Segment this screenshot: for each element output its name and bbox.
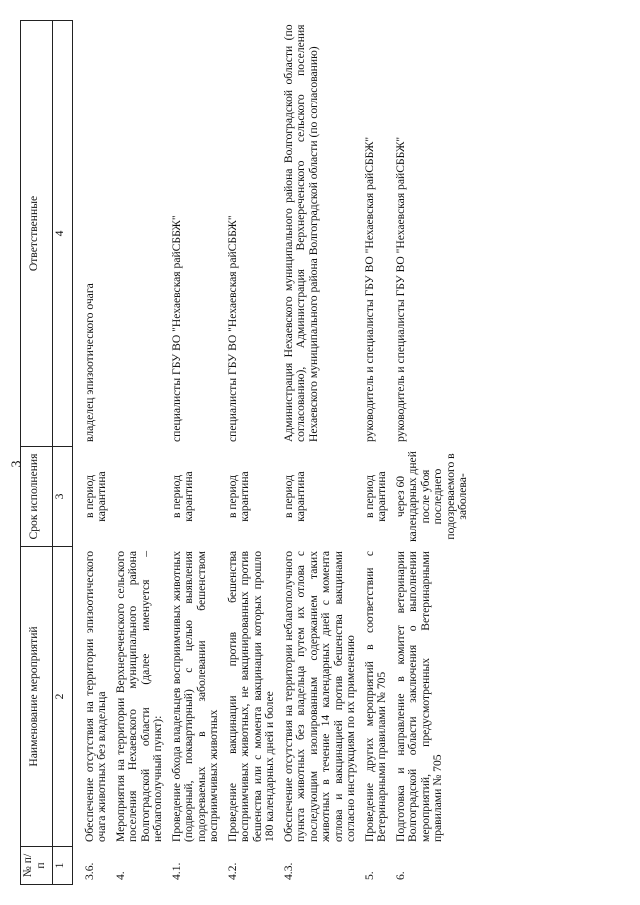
col-number: 3 [53, 447, 73, 547]
table-row [114, 21, 170, 885]
row-num: 3.6. [82, 862, 96, 880]
header-name: Наименование мероприятий [21, 547, 53, 847]
row-num: 4.2. [225, 862, 239, 880]
table-row [394, 21, 475, 885]
table-row [226, 21, 282, 885]
measures-table [20, 20, 475, 885]
row-term: в период карантина [169, 471, 196, 522]
row-responsible [114, 21, 170, 447]
table-row [83, 21, 114, 885]
row-name: Подготовка и направление в комитет ветеринарии Волгоградской области заключения о выполнении мероприятий, предусмотренных Ветеринарными правилами № 705 [393, 551, 445, 842]
row-num: 6. [393, 871, 407, 880]
row-name: Обеспечение отсутствия на территории эпизоотического очага животных без владельца [82, 551, 109, 842]
row-num: 4.1. [169, 862, 183, 880]
row-name: Проведение вакцинации против бешенства восприимчивых животных, не вакцинированных против бешенства или с момента вакцинации которых прошло 180 календарных дней и более [225, 551, 277, 842]
header-responsible: Ответственные [21, 21, 53, 447]
table-row [282, 21, 363, 885]
row-responsible: владелец эпизоотического очага [82, 283, 96, 442]
table-row [170, 21, 226, 885]
row-responsible: руководитель и специалисты ГБУ ВО "Нехаевская райСББЖ" [362, 136, 376, 442]
col-number: 2 [53, 547, 73, 847]
rotated-document-table [20, 20, 540, 885]
row-name: Мероприятия на территории Верхнереченского сельского поселения Нехаевского муниципального района Волгоградской области (далее именуется – неблагополучный пункт): [113, 551, 165, 842]
row-term: в период карантина [362, 471, 389, 522]
col-number: 1 [53, 847, 73, 885]
row-term: в период карантина [225, 471, 252, 522]
row-responsible: специалисты ГБУ ВО "Нехаевская райСББЖ" [169, 215, 183, 442]
row-name: Обеспечение отсутствия на территории неблагополучного пункта животных без владельца путем их отлова с последующим изолированным содержанием таких животных в течение 14 календарных дней с момента отлова и вакцинацией против бешенства вакцинами согласно инструкциям по их применению [281, 551, 358, 842]
row-responsible: руководитель и специалисты ГБУ ВО "Нехаевская райСББЖ" [393, 136, 407, 442]
header-num: № п/п [21, 847, 53, 885]
row-num: 4. [113, 871, 127, 880]
row-num: 5. [362, 871, 376, 880]
table-row [363, 21, 394, 885]
row-term: в период карантина [82, 471, 109, 522]
row-num: 4.3. [281, 862, 295, 880]
page-number: 3 [9, 460, 25, 468]
row-responsible: специалисты ГБУ ВО "Нехаевская райСББЖ" [225, 215, 239, 442]
row-term: через 60 календарных дней после убоя последнего подозреваемого в заболева- [393, 451, 470, 542]
col-number: 4 [53, 21, 73, 447]
row-name: Проведение других мероприятий в соответствии с Ветеринарными правилами № 705 [362, 551, 389, 842]
row-term [114, 447, 170, 547]
row-name: Проведение обхода владельцев восприимчивых животных (подворный, поквартирный) с целью выявления подозреваемых в заболевании бешенством восприимчивых животных [169, 551, 221, 842]
header-term: Срок исполнения [21, 447, 53, 547]
row-term: в период карантина [281, 471, 308, 522]
row-responsible: Администрация Нехаевского муниципального района Волгоградской области (по согласованию), Администрация Верхнереченского сельского поселения Нехаевского муниципального района Волгоградской области (по согласованию) [281, 24, 320, 442]
